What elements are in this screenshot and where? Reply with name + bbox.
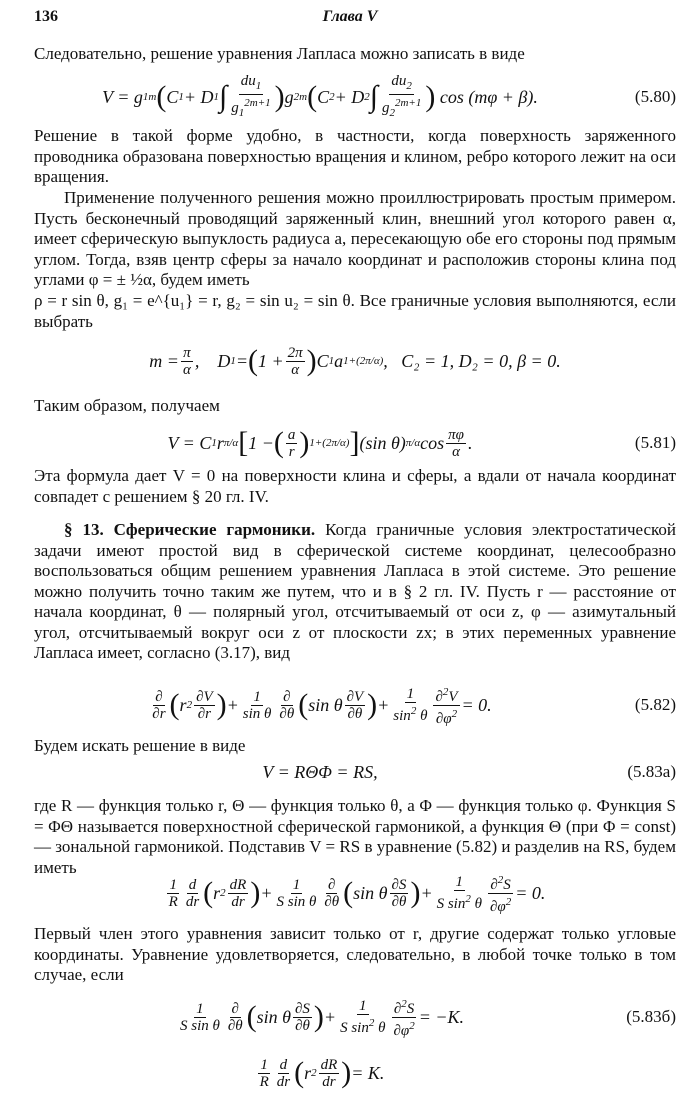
paragraph-thus: Таким образом, получаем <box>34 396 220 415</box>
equation-5-82 <box>34 680 676 730</box>
running-title: Глава V <box>322 8 378 25</box>
paragraph-seek: Будем искать решение в виде <box>34 736 246 755</box>
equation-separated <box>34 868 676 918</box>
equation-body: $\frac{1}{R}$ $\frac{d}{dr}$ ( r 2 $\frac{dR}{dr}$ ) = K. <box>259 1056 385 1090</box>
equation-number: (5.82) <box>634 695 676 714</box>
equation-5-81 <box>34 418 676 468</box>
section-text: Когда граничные условия электростатической задачи имеют простой вид в сферической системе координат, целесообразно воспользоваться общим решением уравнения Лапласа в этой системе. Это решение можно получить точно таким же путем, что и в § 2 гл. IV. Пусть r — расстояние от начала координат, θ — полярный угол, отсчитываемый от оси z, φ — азимутальный угол, отсчитываемый вокруг оси z от плоскости zx; в этих переменных уравнение Лапласа имеет, согласно (3.17), вид <box>34 520 676 662</box>
equation-5-83b <box>34 992 676 1042</box>
equation-number: (5.83a) <box>627 762 676 781</box>
page-number: 136 <box>34 8 58 25</box>
paragraph-example: Применение полученного решения можно проиллюстрировать простым примером. Пусть бесконечный проводящий заряженный клин, внешний угол которого равен α, имеет сферическую выпуклость радиуса a, пересекающую обе его стороны под прямым углом. Тогда, взяв центр сферы за начало координат и расположив стороны клина под углами φ = ± ½α, будем иметь <box>34 188 676 289</box>
equation-conditions <box>34 336 676 386</box>
equation-body: V = C 1 r π/α [ 1 − ( $\frac{a}{r}$ ) 1+(2π/α) ] (sin θ) π/α cos $\frac{\pi\varphi}{\alpha}$ . <box>167 426 473 460</box>
paragraph-example-cont: ρ = r sin θ, g₁ = e^{u₁} = r, g₂ = sin u₂ = sin θ. Все граничные условия выполняются, если выбрать <box>34 291 676 331</box>
paragraph-remark: Решение в такой форме удобно, в частности, когда поверхность заряженного проводника образована поверхностью вращения и клином, ребро которого лежит на оси вращения. <box>34 126 676 186</box>
paragraph-formula-note: Эта формула дает V = 0 на поверхности клина и сферы, а вдали от начала координат совпадет с решением § 20 гл. IV. <box>34 466 676 506</box>
equation-body: $\frac{\partial}{\partial r}$ ( r 2 $\frac{\partial V}{\partial r}$ ) + $\frac{1}{\text{sin θ}}$ $\frac{\partial}{\partial\theta}$ ( sin θ $\frac{\partial V}{\partial\theta}$ ) + $\frac{1}{\sin^2 \theta}$ $\frac{\partial^2V}{\partial\varphi^2}$ = 0. <box>152 685 492 727</box>
paragraph-first-term: Первый член этого уравнения зависит только от r, другие содержат только угловые координаты. Уравнение удовлетворяется, следовательно, в любой точке только в том случае, если <box>34 924 676 984</box>
equation-tail: C₂ = 1, D₂ = 0, β = 0. <box>401 350 561 371</box>
equation-5-80 <box>34 72 676 122</box>
paragraph-section-13 <box>34 520 676 664</box>
equation-body: $\frac{1}{\text{S sin θ}}$ $\frac{\partial}{\partial\theta}$ ( sin θ $\frac{\partial S}{\partial\theta}$ ) + $\frac{1}{S \sin^2 \theta}$ $\frac{\partial^2S}{\partial\varphi^2}$ = −K. <box>179 997 464 1039</box>
paragraph-harmonics: где R — функция только r, Θ — функция только θ, а Φ — функция только φ. Функция S = ΦΘ называется поверхностной сферической гармоникой, а функция Θ (при Φ = const) — зональной гармоникой. Подставив V = RS в уравнение (5.82) и разделив на RS, будем иметь <box>34 796 676 877</box>
paragraph-intro: Следовательно, решение уравнения Лапласа можно записать в виде <box>34 44 525 63</box>
equation-number: (5.83б) <box>626 1007 676 1026</box>
equation-radial <box>34 1048 676 1098</box>
equation-body: $\frac{1}{R}$ $\frac{d}{dr}$ ( r 2 $\frac{dR}{dr}$ ) + $\frac{1}{\text{S sin θ}}$ $\frac{\partial}{\partial\theta}$ ( sin θ $\frac{\partial S}{\partial\theta}$ ) + $\frac{1}{S \sin^2 \theta}$ $\frac{\partial^2S}{\partial\varphi^2}$ = 0. <box>168 873 546 915</box>
section-heading: § 13. Сферические гармоники. <box>64 520 316 539</box>
equation-body: m = $\frac{\pi}{\alpha}$ , D 1 = ( 1 + $\frac{2\pi}{\alpha}$ ) C 1 a 1+(2π/α) , C₂ = 1, D₂ = 0, β = 0. <box>149 344 561 378</box>
equation-body: V = g 1 m ( C 1 + D 1 ∫ $\frac{du_1}{g_1^{2m+1}}$ ) g 2 m ( C 2 + D 2 ∫ $\frac{du_2}{g_2^{2m+1}}$ ) cos (mφ + β). <box>102 73 538 119</box>
equation-number: (5.81) <box>634 433 676 452</box>
page-header <box>34 8 666 30</box>
equation-number: (5.80) <box>634 87 676 106</box>
equation-body: V = RΘΦ = RS, <box>262 761 378 782</box>
equation-5-83a <box>34 754 676 790</box>
